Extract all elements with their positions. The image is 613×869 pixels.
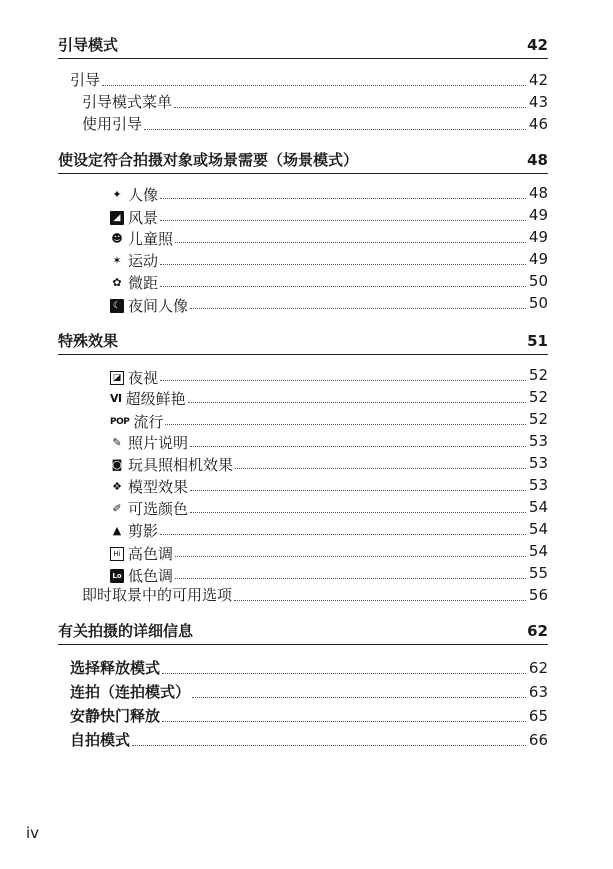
entry-label: 照片说明 xyxy=(128,434,189,452)
close-up-icon: ✿ xyxy=(112,276,122,289)
dot-leader xyxy=(132,745,526,746)
entry-page: 56 xyxy=(528,586,548,604)
entry-label: 引导模式菜单 xyxy=(82,93,173,111)
miniature-effect-icon: ❖ xyxy=(112,480,122,493)
entry-label: 儿童照 xyxy=(128,230,174,248)
child-icon: ☻ xyxy=(111,232,123,245)
toc-entry[interactable] xyxy=(110,182,548,204)
toc-section-shooting-details xyxy=(58,618,548,749)
entry-page: 54 xyxy=(528,498,548,516)
entry-label: 连拍（连拍模式） xyxy=(70,683,191,701)
entry-label: 自拍模式 xyxy=(70,731,131,749)
entry-page: 52 xyxy=(528,388,548,406)
dot-leader xyxy=(162,673,526,674)
entry-page: 49 xyxy=(528,206,548,224)
entry-page: 65 xyxy=(528,707,548,725)
section-page: 42 xyxy=(527,36,548,54)
toc-entry[interactable] xyxy=(110,204,548,226)
entry-label: 微距 xyxy=(128,274,159,292)
dot-leader xyxy=(162,721,526,722)
toc-entry[interactable] xyxy=(70,705,548,727)
entry-page: 50 xyxy=(528,272,548,290)
dot-leader xyxy=(160,264,526,265)
entry-label: 使用引导 xyxy=(82,115,143,133)
dot-leader xyxy=(160,380,526,381)
section-page: 51 xyxy=(527,332,548,350)
entry-label: 玩具照相机效果 xyxy=(128,456,234,474)
toc-entry[interactable] xyxy=(110,270,548,292)
selective-color-icon: ✐ xyxy=(112,502,122,515)
dot-leader xyxy=(190,490,526,491)
dot-leader xyxy=(160,534,526,535)
dot-leader xyxy=(190,446,526,447)
low-key-icon: Lo xyxy=(110,569,124,583)
toc-entry[interactable] xyxy=(110,452,548,474)
entry-label: 剪影 xyxy=(128,522,159,540)
entry-page: 53 xyxy=(528,432,548,450)
night-portrait-icon: ☾ xyxy=(110,299,124,313)
toc-entry[interactable] xyxy=(110,248,548,270)
section-title: 使设定符合拍摄对象或场景需要（场景模式） xyxy=(58,151,359,169)
dot-leader xyxy=(165,424,526,425)
page-number: iv xyxy=(26,824,40,842)
entry-label: 引导 xyxy=(70,71,101,89)
entry-label: 夜间人像 xyxy=(128,297,189,315)
toc-entry[interactable] xyxy=(110,496,548,518)
toc-entry[interactable] xyxy=(110,430,548,452)
toc-entry[interactable] xyxy=(82,91,548,113)
section-heading xyxy=(58,328,548,355)
photo-illustration-icon: ✎ xyxy=(112,436,122,449)
entry-label: 风景 xyxy=(128,209,159,227)
high-key-icon: Hi xyxy=(110,547,124,561)
section-page: 62 xyxy=(527,622,548,640)
dot-leader xyxy=(175,242,526,243)
dot-leader xyxy=(190,512,526,513)
entry-page: 42 xyxy=(528,71,548,89)
toc-entry[interactable] xyxy=(110,386,548,408)
entry-page: 48 xyxy=(528,184,548,202)
dot-leader xyxy=(175,556,526,557)
entry-page: 54 xyxy=(528,520,548,538)
entry-page: 55 xyxy=(528,564,548,582)
entry-label: 安静快门释放 xyxy=(70,707,161,725)
portrait-icon: ✦ xyxy=(112,188,122,201)
toc-entry[interactable] xyxy=(110,364,548,386)
entry-page: 50 xyxy=(528,294,548,312)
dot-leader xyxy=(160,198,526,199)
dot-leader xyxy=(190,308,526,309)
entry-page: 63 xyxy=(528,683,548,701)
entry-page: 53 xyxy=(528,454,548,472)
sports-icon: ✶ xyxy=(112,254,122,267)
section-title: 有关拍摄的详细信息 xyxy=(58,622,194,640)
toc-section-guide-mode xyxy=(58,32,548,133)
entry-page: 52 xyxy=(528,410,548,428)
toc-entry[interactable] xyxy=(110,408,548,430)
toc-section-scene-modes xyxy=(58,147,548,315)
dot-leader xyxy=(102,85,526,86)
toc-entry[interactable] xyxy=(70,681,548,703)
entry-page: 62 xyxy=(528,659,548,677)
toc-entry[interactable] xyxy=(110,562,548,584)
entry-label: 模型效果 xyxy=(128,478,189,496)
dot-leader xyxy=(144,129,526,130)
toc-entry[interactable] xyxy=(110,540,548,562)
toc-entry[interactable] xyxy=(70,729,548,751)
landscape-icon: ◢ xyxy=(110,211,124,225)
toc-entry[interactable] xyxy=(110,292,548,314)
silhouette-icon: ▲ xyxy=(112,524,122,537)
dot-leader xyxy=(192,697,526,698)
toc-entry[interactable] xyxy=(70,69,548,91)
entry-page: 52 xyxy=(528,366,548,384)
entry-page: 54 xyxy=(528,542,548,560)
pop-icon: POP xyxy=(110,417,130,427)
toc-entry[interactable] xyxy=(82,113,548,135)
night-vision-icon: ◪ xyxy=(110,371,124,385)
entry-label: 低色调 xyxy=(128,567,174,585)
toc-entry[interactable] xyxy=(82,584,548,606)
dot-leader xyxy=(160,220,526,221)
entry-label: 可选颜色 xyxy=(128,500,189,518)
dot-leader xyxy=(235,468,526,469)
entry-page: 43 xyxy=(528,93,548,111)
section-heading xyxy=(58,618,548,645)
entry-label: 高色调 xyxy=(128,545,174,563)
toc-section-special-effects xyxy=(58,328,548,604)
dot-leader xyxy=(188,402,526,403)
toc-entry[interactable] xyxy=(110,518,548,540)
dot-leader xyxy=(234,600,526,601)
toc-entry[interactable] xyxy=(110,474,548,496)
section-title: 特殊效果 xyxy=(58,332,119,350)
dot-leader xyxy=(175,578,526,579)
entry-page: 49 xyxy=(528,250,548,268)
section-heading xyxy=(58,147,548,174)
entry-label: 夜视 xyxy=(128,369,159,387)
entry-page: 53 xyxy=(528,476,548,494)
entry-label: 超级鲜艳 xyxy=(125,390,186,408)
entry-label: 人像 xyxy=(128,186,159,204)
entry-label: 运动 xyxy=(128,252,159,270)
entry-page: 49 xyxy=(528,228,548,246)
toy-camera-icon: ◙ xyxy=(111,458,123,471)
entry-page: 66 xyxy=(528,731,548,749)
toc-entry[interactable] xyxy=(70,657,548,679)
dot-leader xyxy=(174,107,526,108)
super-vivid-icon: VI xyxy=(110,392,122,405)
entry-label: 选择释放模式 xyxy=(70,659,161,677)
section-page: 48 xyxy=(527,151,548,169)
dot-leader xyxy=(160,286,526,287)
entry-page: 46 xyxy=(528,115,548,133)
section-title: 引导模式 xyxy=(58,36,119,54)
entry-label: 即时取景中的可用选项 xyxy=(82,586,233,604)
section-heading xyxy=(58,32,548,59)
entry-label: 流行 xyxy=(133,413,164,431)
toc-entry[interactable] xyxy=(110,226,548,248)
